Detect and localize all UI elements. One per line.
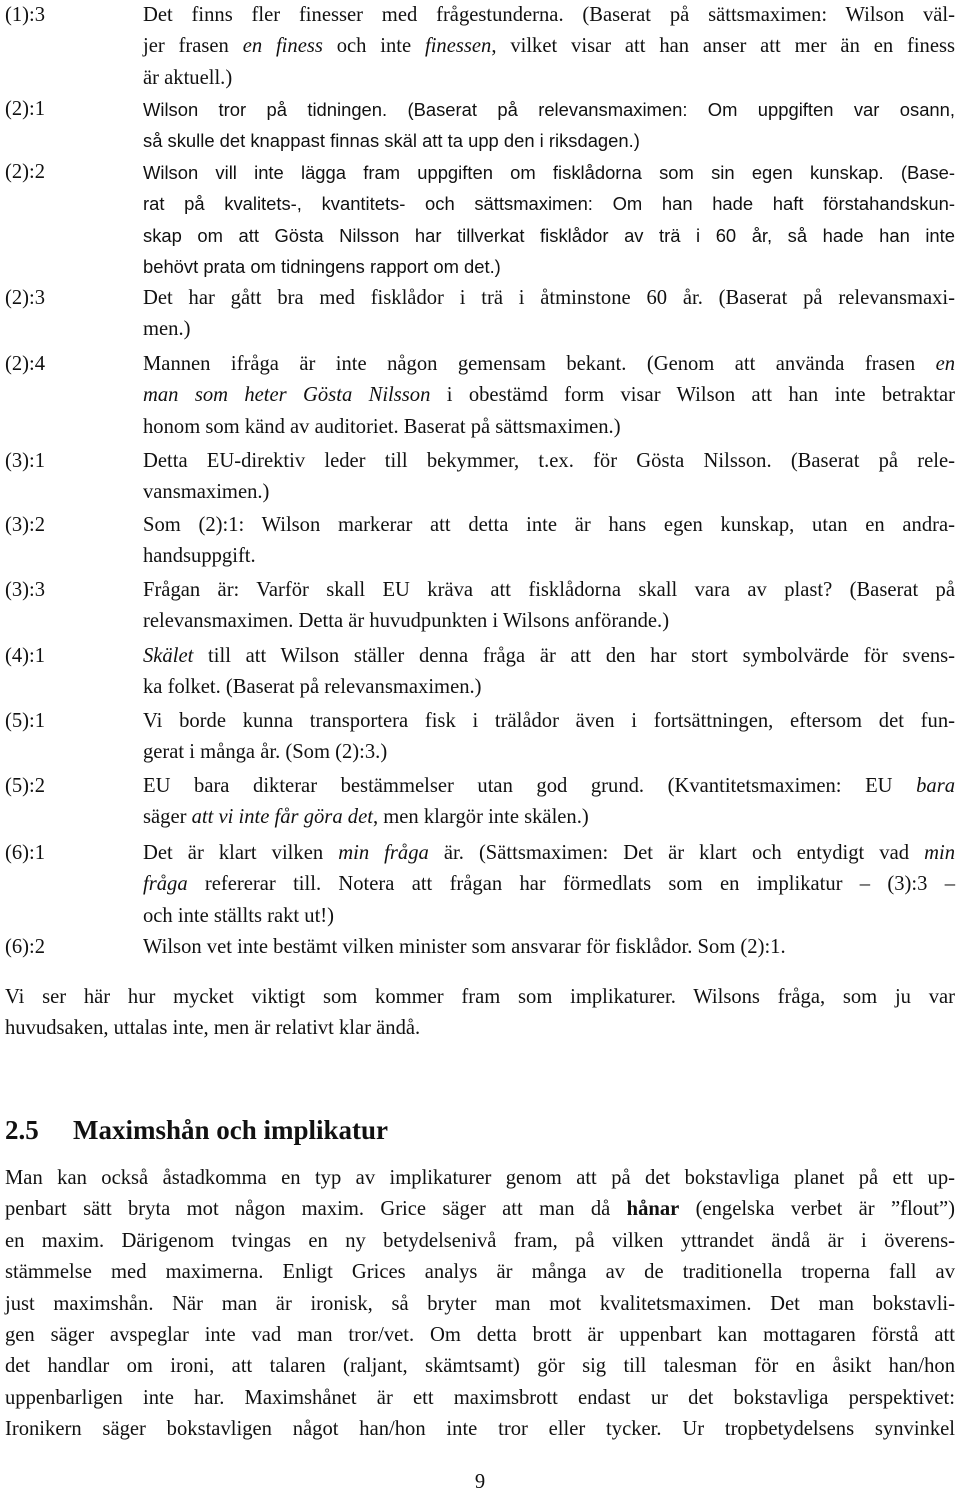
item-label: (3):2 [5, 514, 46, 536]
text-line: och inte ställts rakt ut!) [143, 904, 335, 927]
text-line: skap om att Gösta Nilsson har tillverkat fisklådor av trä i 60 år, så hade han inte [143, 224, 955, 246]
text-line: handsuppgift. [143, 545, 256, 568]
text-line: behövt prata om tidningens rapport om det.) [143, 256, 501, 278]
item-label: (2):1 [5, 98, 46, 120]
text-line: Man kan också åstadkomma en typ av implikaturer genom att på det bokstavliga planet på ett up- [5, 1167, 955, 1189]
text-line: Vi ser här hur mycket viktigt som kommer fram som implikaturer. Wilsons fråga, som ju var [5, 986, 955, 1008]
text-line: gerat i många år. (Som (2):3.) [143, 741, 388, 764]
item-label: (5):2 [5, 775, 46, 797]
summary-paragraph [5, 982, 955, 1045]
text-line: är aktuell.) [143, 66, 233, 89]
text-line: gen säger avspeglar inte vad man tror/vet. Om detta brott är uppenbart kan mottagaren förstå att [5, 1324, 955, 1347]
item-label: (3):3 [5, 579, 46, 601]
item-label: (2):3 [5, 287, 46, 309]
text-line: Det finns fler finesser med frågestunderna. (Baserat på sättsmaximen: Wilson väl- [143, 4, 955, 26]
section-number: 2.5 [5, 1115, 39, 1145]
item-text [143, 706, 955, 769]
text-line: relevansmaximen. Detta är huvudpunkten i Wilsons anförande.) [143, 610, 670, 633]
text-line: penbart sätt bryta mot någon maxim. Grice säger att man då hånar (engelska verbet är ”flout”) [5, 1198, 955, 1221]
text-line: Wilson vet inte bestämt vilken minister som ansvarar för fisklådor. Som (2):1. [143, 936, 786, 958]
item-label: (2):2 [5, 161, 46, 183]
text-line: jer frasen en finess och inte finessen, vilket visar att han anser att mer än en finess [143, 35, 956, 58]
text-line: Wilson tror på tidningen. (Baserat på relevansmaximen: Om uppgiften var osann, [143, 99, 955, 120]
text-line: ka folket. (Baserat på relevansmaximen.) [143, 676, 482, 699]
item-text [143, 157, 955, 283]
text-line: fråga refererar till. Notera att frågan har förmedlats som en implikatur – (3):3 – [143, 873, 955, 896]
text-line: stämmelse med maximerna. Enligt Grices analys är många av de traditionella troperna fall av [5, 1261, 955, 1284]
section-title: Maximshån och implikatur [73, 1115, 389, 1145]
text-line: Detta EU-direktiv leder till bekymmer, t.ex. för Gösta Nilsson. (Baserat på rele- [143, 450, 955, 472]
text-line: rat på kvalitets-, kvantitets- och sättsmaximen: Om han hade haft förstahandskun- [143, 193, 955, 215]
text-line: säger att vi inte får göra det, men klargör inte skälen.) [143, 806, 589, 829]
text-line: Skälet till att Wilson ställer denna fråga är att den har stort symbolvärde för svens- [143, 645, 955, 667]
item-text [143, 446, 955, 509]
text-line: huvudsaken, uttalas inte, men är relativt klar ändå. [5, 1017, 421, 1040]
item-label: (3):1 [5, 450, 46, 472]
text-line: honom som känd av auditoriet. Baserat på sättsmaximen.) [143, 415, 621, 438]
text-line: Som (2):1: Wilson markerar att detta inte är hans egen kunskap, utan en andra- [143, 514, 955, 536]
text-line: en maxim. Därigenom tvingas en ny betydelsenivå fram, på vilken yttrandet ändå är i överens- [5, 1229, 955, 1252]
text-line: så skulle det knappast finnas skäl att ta upp den i riksdagen.) [143, 130, 640, 152]
section-heading [5, 1110, 388, 1150]
text-line: Det har gått bra med fisklådor i trä i åtminstone 60 år. (Baserat på relevansmaxi- [143, 287, 955, 309]
text-line: EU bara dikterar bestämmelser utan god grund. (Kvantitetsmaximen: EU bara [143, 775, 955, 797]
item-text [143, 932, 955, 963]
text-line: man som heter Gösta Nilsson i obestämd form visar Wilson att han inte betraktar [143, 384, 955, 407]
item-text [143, 510, 955, 573]
text-line: Det är klart vilken min fråga är. (Sättsmaximen: Det är klart och entydigt vad min [143, 842, 956, 864]
item-label: (6):1 [5, 842, 46, 864]
text-line: vansmaximen.) [143, 481, 270, 504]
item-label: (4):1 [5, 645, 46, 667]
item-label: (2):4 [5, 353, 46, 375]
section-paragraph [5, 1163, 955, 1446]
item-text [143, 283, 955, 346]
text-line: Vi borde kunna transportera fisk i trälådor även i fortsättningen, eftersom det fun- [143, 710, 955, 732]
item-label: (1):3 [5, 4, 46, 26]
text-line: Ironikern säger bokstavligen något han/hon inte tror eller tycker. Ur tropbetydelsens synvinkel [5, 1418, 955, 1441]
text-line: just maximshån. När man är ironisk, så bryter man mot kvalitetsmaximen. Det man bokstavli- [5, 1292, 955, 1315]
item-text [143, 0, 955, 94]
page-number: 9 [474, 1471, 486, 1493]
text-line: uppenbarligen inte har. Maximshånet är ett maximsbrott endast ur det bokstavliga perspektivet: [5, 1386, 955, 1409]
item-label: (5):1 [5, 710, 46, 732]
text-line: det handlar om ironi, att talaren (raljant, skämtsamt) gör sig till talesman för en åsikt han/hon [5, 1355, 955, 1378]
text-line: Wilson vill inte lägga fram uppgiften om fisklådorna som sin egen kunskap. (Base- [143, 162, 955, 183]
text-line: men.) [143, 318, 191, 341]
item-text [143, 349, 955, 443]
text-line: Mannen ifråga är inte någon gemensam bekant. (Genom att använda frasen en [143, 353, 955, 375]
item-text [143, 838, 955, 932]
item-text [143, 771, 955, 834]
item-text [143, 641, 955, 704]
item-text [143, 575, 955, 638]
item-text [143, 94, 955, 157]
text-line: Frågan är: Varför skall EU kräva att fisklådorna skall vara av plast? (Baserat på [143, 579, 955, 601]
item-label: (6):2 [5, 936, 46, 958]
